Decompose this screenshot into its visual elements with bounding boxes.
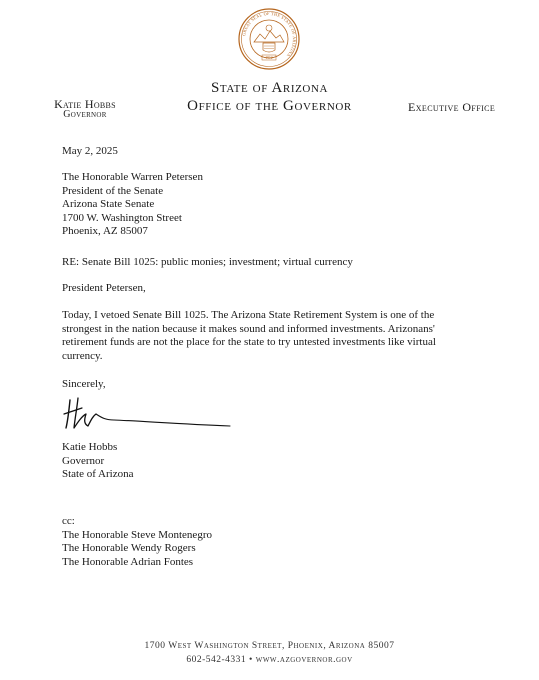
signer-name: Katie Hobbs (62, 441, 118, 453)
cc-recipient: The Honorable Wendy Rogers (62, 542, 196, 554)
body-paragraph (62, 309, 482, 363)
letterhead-executive-office: Executive Office (408, 100, 496, 114)
signer-block (62, 441, 482, 482)
letterhead-governor-name: Katie Hobbs (54, 97, 116, 111)
address-line: Phoenix, AZ 85007 (62, 225, 148, 237)
signer-state: State of Arizona (62, 468, 134, 480)
address-line: President of the Senate (62, 184, 164, 197)
cc-recipient: The Honorable Adrian Fontes (62, 555, 194, 568)
closing: Sincerely, (62, 378, 106, 390)
salutation: President Petersen, (62, 282, 146, 294)
footer (0, 639, 539, 667)
paragraph-line: Today, I vetoed Senate Bill 1025. The Arizona State Retirement System is one of the (62, 309, 435, 321)
paragraph-line: strongest in the nation because it makes sound and informed investments. Arizonans' (62, 322, 435, 335)
letterhead-office (160, 80, 379, 116)
recipient-address (62, 171, 482, 239)
footer-contact: 602-542-4331 • www.azgovernor.gov (186, 655, 353, 665)
cc-label: cc: (62, 515, 75, 527)
letterhead-governor (40, 98, 130, 120)
footer-address: 1700 West Washington Street, Phoenix, Arizona 85007 (144, 641, 395, 651)
letterhead-state: State of Arizona (210, 80, 329, 96)
paragraph-line: currency. (62, 349, 103, 362)
signer-title: Governor (62, 454, 105, 467)
letter-date: May 2, 2025 (62, 145, 118, 157)
subject-line: RE: Senate Bill 1025: public monies; investment; virtual currency (62, 256, 353, 268)
address-line: Arizona State Senate (62, 198, 155, 210)
arizona-state-seal (238, 8, 300, 70)
address-line: 1700 W. Washington Street (62, 211, 182, 224)
seal-ring-text: GREAT SEAL OF THE STATE OF ARIZONA (241, 10, 298, 59)
address-line: The Honorable Warren Petersen (62, 171, 203, 183)
handwritten-signature (60, 394, 240, 440)
cc-recipient: The Honorable Steve Montenegro (62, 528, 212, 541)
letterhead-office-name: Office of the Governor (187, 97, 352, 114)
svg-text:GREAT SEAL OF THE STATE OF ARI (241, 11, 297, 58)
paragraph-line: retirement funds are not the place for the state to try untested investments like virtual (62, 336, 436, 348)
cc-block (62, 515, 482, 569)
letterhead-governor-title: Governor (63, 109, 107, 120)
seal-year: 1912 (265, 56, 273, 60)
